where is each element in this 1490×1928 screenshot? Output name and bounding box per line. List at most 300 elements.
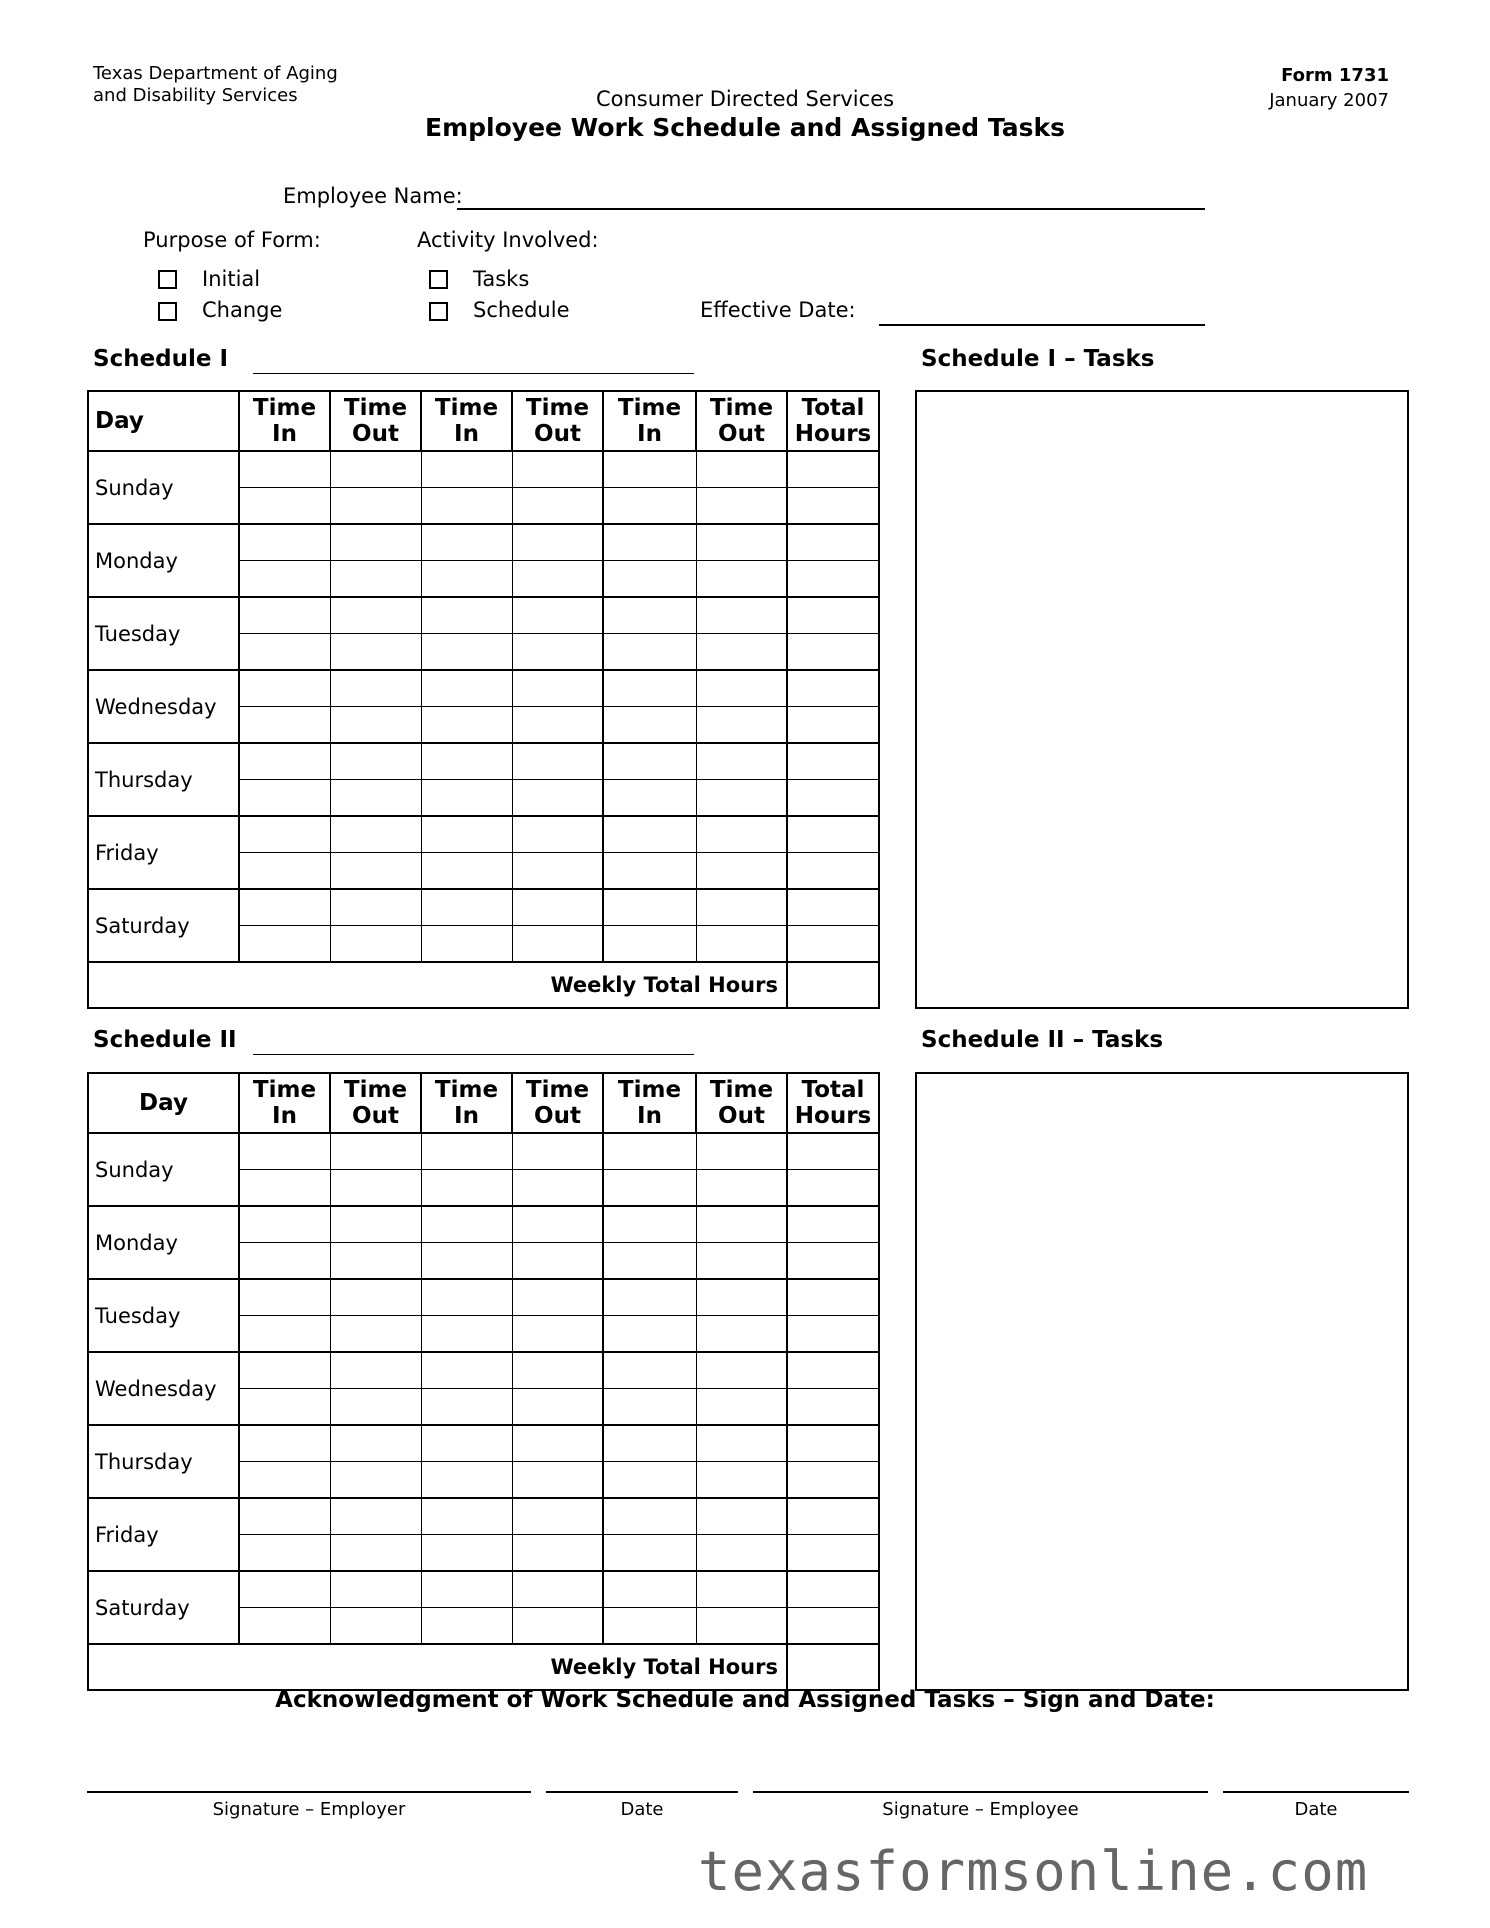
day-label: Sunday xyxy=(88,451,239,524)
watermark: texasformsonline.com xyxy=(698,1840,1369,1903)
time-cell[interactable] xyxy=(512,451,603,488)
time-cell[interactable] xyxy=(330,780,421,817)
program-name: Consumer Directed Services xyxy=(595,87,895,111)
time-cell[interactable] xyxy=(239,1279,330,1316)
time-cell[interactable] xyxy=(512,1316,603,1353)
day-label: Friday xyxy=(88,816,239,889)
col-header xyxy=(239,1073,330,1133)
initial-option-label: Initial xyxy=(202,267,261,291)
total-hours-cell[interactable] xyxy=(787,1133,879,1170)
col-header xyxy=(787,391,879,451)
time-cell[interactable] xyxy=(330,926,421,963)
time-cell[interactable] xyxy=(512,1206,603,1243)
time-cell[interactable] xyxy=(512,1535,603,1572)
time-cell[interactable] xyxy=(696,1389,787,1426)
time-cell[interactable] xyxy=(603,524,696,561)
day-label: Tuesday xyxy=(88,597,239,670)
col-header xyxy=(421,391,512,451)
time-cell[interactable] xyxy=(696,926,787,963)
time-cell[interactable] xyxy=(603,1316,696,1353)
col-header-line2: Hours xyxy=(794,421,872,447)
time-cell[interactable] xyxy=(239,524,330,561)
schedule-1-heading: Schedule I xyxy=(93,346,229,372)
employer-date-line[interactable] xyxy=(546,1791,738,1793)
time-cell[interactable] xyxy=(696,816,787,853)
weekly-total-cell[interactable] xyxy=(787,1644,879,1690)
time-cell[interactable] xyxy=(421,488,512,525)
time-cell[interactable] xyxy=(512,524,603,561)
time-cell[interactable] xyxy=(421,1462,512,1499)
time-cell[interactable] xyxy=(603,634,696,671)
time-cell[interactable] xyxy=(512,1352,603,1389)
day-label: Wednesday xyxy=(88,670,239,743)
time-cell[interactable] xyxy=(239,707,330,744)
time-cell[interactable] xyxy=(603,1352,696,1389)
time-cell[interactable] xyxy=(330,1535,421,1572)
time-cell[interactable] xyxy=(421,1498,512,1535)
total-hours-cell[interactable] xyxy=(787,926,879,963)
time-cell[interactable] xyxy=(603,1535,696,1572)
time-cell[interactable] xyxy=(512,1571,603,1608)
acknowledgment-text: Acknowledgment of Work Schedule and Assigned Tasks – Sign and Date: xyxy=(275,1687,1215,1713)
total-hours-cell[interactable] xyxy=(787,1279,879,1316)
time-cell[interactable] xyxy=(330,853,421,890)
time-cell[interactable] xyxy=(603,1389,696,1426)
time-cell[interactable] xyxy=(603,926,696,963)
time-cell[interactable] xyxy=(239,889,330,926)
col-header xyxy=(603,1073,696,1133)
time-cell[interactable] xyxy=(330,1571,421,1608)
total-hours-cell[interactable] xyxy=(787,1425,879,1462)
col-header-line2: Out xyxy=(352,421,399,447)
col-header-line1: Time xyxy=(617,395,682,421)
effective-date-label: Effective Date: xyxy=(700,298,856,322)
time-cell[interactable] xyxy=(512,1170,603,1207)
schedule-1-header-row xyxy=(88,391,879,451)
col-header xyxy=(421,1073,512,1133)
table-row xyxy=(88,524,879,561)
schedule-2-name-field[interactable] xyxy=(253,1054,694,1055)
schedule-2-tasks-box[interactable] xyxy=(915,1072,1409,1691)
time-cell[interactable] xyxy=(603,1571,696,1608)
time-cell[interactable] xyxy=(696,1425,787,1462)
col-header xyxy=(512,391,603,451)
time-cell[interactable] xyxy=(239,561,330,598)
table-row xyxy=(88,1133,879,1170)
form-date: January 2007 xyxy=(1269,90,1389,111)
time-cell[interactable] xyxy=(421,1425,512,1462)
time-cell[interactable] xyxy=(512,488,603,525)
time-cell[interactable] xyxy=(603,707,696,744)
time-cell[interactable] xyxy=(330,451,421,488)
time-cell[interactable] xyxy=(239,743,330,780)
time-cell[interactable] xyxy=(330,1243,421,1280)
form-number: Form 1731 xyxy=(1281,65,1389,86)
col-header-line2: In xyxy=(272,421,297,447)
time-cell[interactable] xyxy=(512,889,603,926)
time-cell[interactable] xyxy=(696,670,787,707)
time-cell[interactable] xyxy=(239,634,330,671)
time-cell[interactable] xyxy=(421,451,512,488)
col-header-line1: Time xyxy=(525,1077,590,1103)
tasks-option-label: Tasks xyxy=(473,267,530,291)
tasks-checkbox[interactable] xyxy=(429,270,448,289)
time-cell[interactable] xyxy=(512,780,603,817)
schedule-1-tasks-box[interactable] xyxy=(915,390,1409,1009)
total-hours-cell[interactable] xyxy=(787,488,879,525)
time-cell[interactable] xyxy=(421,780,512,817)
col-header-line2: Out xyxy=(352,1103,399,1129)
time-cell[interactable] xyxy=(696,1535,787,1572)
col-header-line2: In xyxy=(454,1103,479,1129)
col-header xyxy=(330,391,421,451)
time-cell[interactable] xyxy=(239,597,330,634)
time-cell[interactable] xyxy=(696,1462,787,1499)
time-cell[interactable] xyxy=(239,816,330,853)
total-hours-cell[interactable] xyxy=(787,1243,879,1280)
agency-line-1: Texas Department of Aging xyxy=(93,63,338,84)
time-cell[interactable] xyxy=(330,1425,421,1462)
time-cell[interactable] xyxy=(421,1535,512,1572)
time-cell[interactable] xyxy=(512,634,603,671)
day-label: Wednesday xyxy=(88,1352,239,1425)
total-hours-cell[interactable] xyxy=(787,1535,879,1572)
time-cell[interactable] xyxy=(421,1243,512,1280)
employee-name-field[interactable] xyxy=(457,208,1205,210)
day-label: Friday xyxy=(88,1498,239,1571)
total-hours-cell[interactable] xyxy=(787,889,879,926)
time-cell[interactable] xyxy=(330,1462,421,1499)
time-cell[interactable] xyxy=(330,816,421,853)
time-cell[interactable] xyxy=(603,780,696,817)
agency-line-2: and Disability Services xyxy=(93,85,298,106)
time-cell[interactable] xyxy=(512,1498,603,1535)
employee-signature-line[interactable] xyxy=(753,1791,1208,1793)
time-cell[interactable] xyxy=(330,1206,421,1243)
time-cell[interactable] xyxy=(696,1279,787,1316)
time-cell[interactable] xyxy=(603,1425,696,1462)
form-title: Employee Work Schedule and Assigned Tasks xyxy=(425,113,1065,142)
time-cell[interactable] xyxy=(330,1316,421,1353)
total-hours-cell[interactable] xyxy=(787,707,879,744)
time-cell[interactable] xyxy=(421,816,512,853)
schedule-1-table xyxy=(87,390,880,1009)
weekly-total-cell[interactable] xyxy=(787,962,879,1008)
day-label: Monday xyxy=(88,1206,239,1279)
schedule-2-heading: Schedule II xyxy=(93,1027,237,1053)
employer-signature-label: Signature – Employer xyxy=(212,1799,406,1820)
total-hours-cell[interactable] xyxy=(787,1316,879,1353)
total-hours-cell[interactable] xyxy=(787,1206,879,1243)
time-cell[interactable] xyxy=(603,1462,696,1499)
time-cell[interactable] xyxy=(330,488,421,525)
time-cell[interactable] xyxy=(603,743,696,780)
time-cell[interactable] xyxy=(603,1170,696,1207)
col-header-line1: Time xyxy=(525,395,590,421)
time-cell[interactable] xyxy=(330,1608,421,1645)
time-cell[interactable] xyxy=(603,1206,696,1243)
col-header-line2: Hours xyxy=(794,1103,872,1129)
change-checkbox[interactable] xyxy=(158,302,177,321)
col-header-line1: Time xyxy=(252,1077,317,1103)
col-header xyxy=(787,1073,879,1133)
time-cell[interactable] xyxy=(239,853,330,890)
day-label: Tuesday xyxy=(88,1279,239,1352)
time-cell[interactable] xyxy=(696,889,787,926)
time-cell[interactable] xyxy=(421,1352,512,1389)
schedule-2-tasks-heading: Schedule II – Tasks xyxy=(921,1027,1164,1053)
total-hours-cell[interactable] xyxy=(787,1498,879,1535)
time-cell[interactable] xyxy=(696,743,787,780)
time-cell[interactable] xyxy=(696,1206,787,1243)
total-hours-cell[interactable] xyxy=(787,1352,879,1389)
time-cell[interactable] xyxy=(330,1133,421,1170)
time-cell[interactable] xyxy=(330,634,421,671)
col-header-line1: Time xyxy=(709,1077,774,1103)
col-header-line1: Time xyxy=(709,395,774,421)
total-hours-cell[interactable] xyxy=(787,451,879,488)
time-cell[interactable] xyxy=(696,597,787,634)
col-header-line1: Total xyxy=(801,395,865,421)
time-cell[interactable] xyxy=(603,853,696,890)
time-cell[interactable] xyxy=(421,707,512,744)
time-cell[interactable] xyxy=(696,1352,787,1389)
time-cell[interactable] xyxy=(696,1170,787,1207)
time-cell[interactable] xyxy=(330,743,421,780)
time-cell[interactable] xyxy=(330,597,421,634)
time-cell[interactable] xyxy=(603,488,696,525)
time-cell[interactable] xyxy=(421,853,512,890)
table-row xyxy=(88,451,879,488)
time-cell[interactable] xyxy=(239,488,330,525)
time-cell[interactable] xyxy=(696,1133,787,1170)
time-cell[interactable] xyxy=(512,853,603,890)
col-header xyxy=(696,1073,787,1133)
time-cell[interactable] xyxy=(239,780,330,817)
total-hours-cell[interactable] xyxy=(787,561,879,598)
employer-date-label: Date xyxy=(620,1799,664,1820)
time-cell[interactable] xyxy=(696,488,787,525)
time-cell[interactable] xyxy=(512,1279,603,1316)
time-cell[interactable] xyxy=(603,1279,696,1316)
time-cell[interactable] xyxy=(239,1425,330,1462)
time-cell[interactable] xyxy=(512,1133,603,1170)
time-cell[interactable] xyxy=(421,597,512,634)
schedule-checkbox[interactable] xyxy=(429,302,448,321)
time-cell[interactable] xyxy=(696,853,787,890)
time-cell[interactable] xyxy=(421,561,512,598)
table-row xyxy=(88,1425,879,1462)
col-header-line2: Out xyxy=(718,421,765,447)
total-hours-cell[interactable] xyxy=(787,1608,879,1645)
time-cell[interactable] xyxy=(512,707,603,744)
col-header xyxy=(512,1073,603,1133)
total-hours-cell[interactable] xyxy=(787,524,879,561)
time-cell[interactable] xyxy=(603,1498,696,1535)
time-cell[interactable] xyxy=(421,1133,512,1170)
time-cell[interactable] xyxy=(603,1608,696,1645)
time-cell[interactable] xyxy=(512,597,603,634)
time-cell[interactable] xyxy=(512,1425,603,1462)
time-cell[interactable] xyxy=(421,524,512,561)
time-cell[interactable] xyxy=(512,926,603,963)
col-header xyxy=(696,391,787,451)
day-column-header: Day xyxy=(88,1073,239,1133)
time-cell[interactable] xyxy=(696,780,787,817)
time-cell[interactable] xyxy=(696,707,787,744)
time-cell[interactable] xyxy=(330,889,421,926)
schedule-2-header-row xyxy=(88,1073,879,1133)
table-row xyxy=(88,1571,879,1608)
total-hours-cell[interactable] xyxy=(787,597,879,634)
table-row xyxy=(88,816,879,853)
time-cell[interactable] xyxy=(330,1170,421,1207)
time-cell[interactable] xyxy=(696,561,787,598)
time-cell[interactable] xyxy=(421,1316,512,1353)
time-cell[interactable] xyxy=(603,561,696,598)
weekly-total-label: Weekly Total Hours xyxy=(88,962,787,1008)
day-label: Sunday xyxy=(88,1133,239,1206)
total-hours-cell[interactable] xyxy=(787,780,879,817)
time-cell[interactable] xyxy=(603,816,696,853)
time-cell[interactable] xyxy=(239,1571,330,1608)
col-header-line1: Time xyxy=(434,395,499,421)
day-label: Thursday xyxy=(88,1425,239,1498)
employee-date-line[interactable] xyxy=(1223,1791,1409,1793)
total-hours-cell[interactable] xyxy=(787,853,879,890)
col-header-line1: Time xyxy=(343,395,408,421)
day-label: Saturday xyxy=(88,889,239,962)
total-hours-cell[interactable] xyxy=(787,634,879,671)
time-cell[interactable] xyxy=(603,889,696,926)
time-cell[interactable] xyxy=(239,670,330,707)
initial-checkbox[interactable] xyxy=(158,270,177,289)
time-cell[interactable] xyxy=(512,561,603,598)
time-cell[interactable] xyxy=(696,1571,787,1608)
time-cell[interactable] xyxy=(512,743,603,780)
schedule-option-label: Schedule xyxy=(473,298,570,322)
time-cell[interactable] xyxy=(421,670,512,707)
time-cell[interactable] xyxy=(512,816,603,853)
total-hours-cell[interactable] xyxy=(787,743,879,780)
time-cell[interactable] xyxy=(421,634,512,671)
time-cell[interactable] xyxy=(421,1571,512,1608)
table-row xyxy=(88,597,879,634)
total-hours-cell[interactable] xyxy=(787,1462,879,1499)
time-cell[interactable] xyxy=(239,1133,330,1170)
time-cell[interactable] xyxy=(330,707,421,744)
time-cell[interactable] xyxy=(421,1170,512,1207)
schedule-2-table xyxy=(87,1072,880,1691)
employer-signature-line[interactable] xyxy=(87,1791,531,1793)
employee-name-label: Employee Name: xyxy=(283,184,463,208)
time-cell[interactable] xyxy=(603,597,696,634)
time-cell[interactable] xyxy=(421,1279,512,1316)
time-cell[interactable] xyxy=(421,1608,512,1645)
time-cell[interactable] xyxy=(603,1243,696,1280)
time-cell[interactable] xyxy=(696,1243,787,1280)
time-cell[interactable] xyxy=(603,670,696,707)
time-cell[interactable] xyxy=(512,670,603,707)
time-cell[interactable] xyxy=(696,524,787,561)
time-cell[interactable] xyxy=(696,1316,787,1353)
time-cell[interactable] xyxy=(421,743,512,780)
time-cell[interactable] xyxy=(330,1389,421,1426)
col-header-line1: Time xyxy=(617,1077,682,1103)
time-cell[interactable] xyxy=(421,889,512,926)
time-cell[interactable] xyxy=(239,1608,330,1645)
table-row xyxy=(88,1279,879,1316)
total-hours-cell[interactable] xyxy=(787,670,879,707)
time-cell[interactable] xyxy=(239,1206,330,1243)
time-cell[interactable] xyxy=(696,451,787,488)
time-cell[interactable] xyxy=(239,1316,330,1353)
time-cell[interactable] xyxy=(330,1279,421,1316)
time-cell[interactable] xyxy=(239,1352,330,1389)
time-cell[interactable] xyxy=(603,451,696,488)
col-header-line2: In xyxy=(454,421,479,447)
time-cell[interactable] xyxy=(330,1352,421,1389)
col-header xyxy=(603,391,696,451)
total-hours-cell[interactable] xyxy=(787,816,879,853)
purpose-label: Purpose of Form: xyxy=(143,228,321,252)
total-hours-cell[interactable] xyxy=(787,1170,879,1207)
employee-signature-label: Signature – Employee xyxy=(882,1799,1079,1820)
total-hours-cell[interactable] xyxy=(787,1389,879,1426)
time-cell[interactable] xyxy=(421,1389,512,1426)
time-cell[interactable] xyxy=(239,1535,330,1572)
time-cell[interactable] xyxy=(330,524,421,561)
total-hours-cell[interactable] xyxy=(787,1571,879,1608)
day-column-header: Day xyxy=(88,391,239,451)
time-cell[interactable] xyxy=(239,451,330,488)
time-cell[interactable] xyxy=(239,1170,330,1207)
change-option-label: Change xyxy=(202,298,283,322)
col-header xyxy=(239,391,330,451)
table-row xyxy=(88,670,879,707)
time-cell[interactable] xyxy=(603,1133,696,1170)
col-header-line2: Out xyxy=(534,421,581,447)
time-cell[interactable] xyxy=(239,1243,330,1280)
table-row xyxy=(88,1498,879,1535)
day-label: Saturday xyxy=(88,1571,239,1644)
time-cell[interactable] xyxy=(421,1206,512,1243)
time-cell[interactable] xyxy=(330,1498,421,1535)
day-label: Thursday xyxy=(88,743,239,816)
time-cell[interactable] xyxy=(512,1608,603,1645)
schedule-1-tasks-heading: Schedule I – Tasks xyxy=(921,346,1155,372)
time-cell[interactable] xyxy=(330,561,421,598)
time-cell[interactable] xyxy=(512,1462,603,1499)
time-cell[interactable] xyxy=(421,926,512,963)
time-cell[interactable] xyxy=(512,1243,603,1280)
time-cell[interactable] xyxy=(239,1389,330,1426)
effective-date-field[interactable] xyxy=(879,324,1205,326)
col-header-line2: In xyxy=(272,1103,297,1129)
time-cell[interactable] xyxy=(239,1498,330,1535)
time-cell[interactable] xyxy=(239,926,330,963)
col-header-line2: In xyxy=(637,421,662,447)
schedule-1-name-field[interactable] xyxy=(253,373,694,374)
time-cell[interactable] xyxy=(696,1608,787,1645)
col-header-line1: Time xyxy=(434,1077,499,1103)
time-cell[interactable] xyxy=(696,1498,787,1535)
time-cell[interactable] xyxy=(512,1389,603,1426)
time-cell[interactable] xyxy=(696,634,787,671)
time-cell[interactable] xyxy=(239,1462,330,1499)
table-row xyxy=(88,1206,879,1243)
time-cell[interactable] xyxy=(330,670,421,707)
